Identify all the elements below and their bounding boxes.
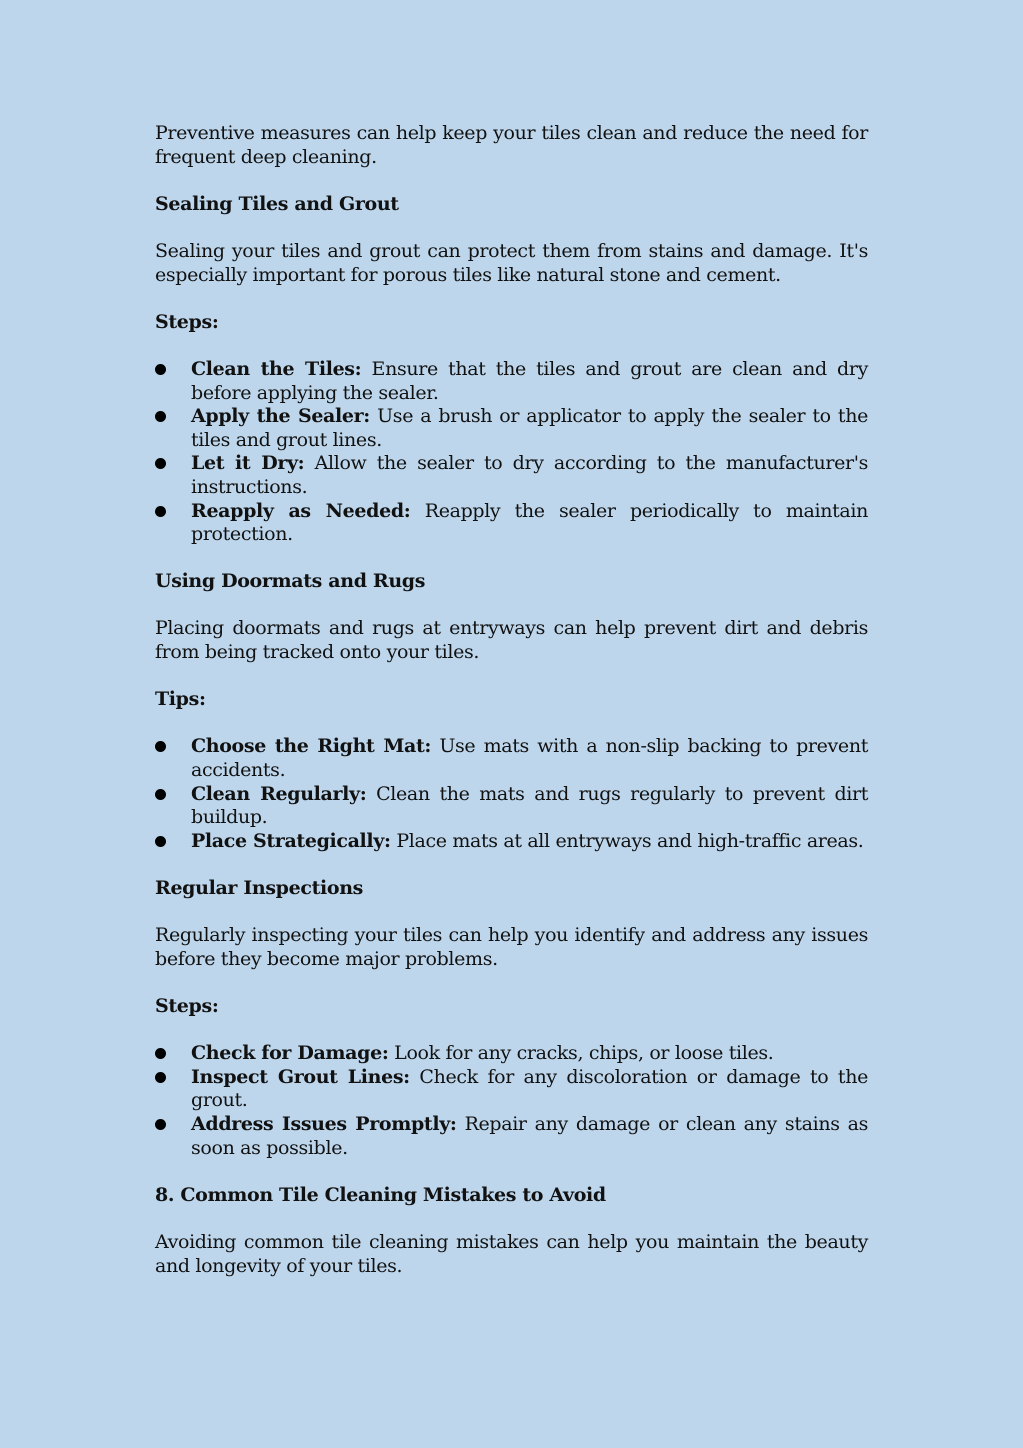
section-heading-sealing: Sealing Tiles and Grout — [155, 192, 399, 215]
sealing-steps-list — [155, 358, 868, 547]
bullet-icon — [155, 789, 166, 800]
list-item-text: Use mats with a non-slip backing to prevent accidents. — [191, 735, 868, 782]
section-heading-mistakes: 8. Common Tile Cleaning Mistakes to Avoid — [155, 1183, 606, 1206]
bullet-icon — [155, 1119, 166, 1130]
list-item — [155, 735, 868, 782]
list-item-term: Inspect Grout Lines: — [191, 1065, 410, 1088]
list-item-text: Reapply the sealer periodically to maintain protection. — [191, 499, 869, 546]
list-item-term: Choose the Right Mat: — [191, 735, 432, 758]
list-item-term: Place Strategically: — [191, 829, 391, 852]
inspections-steps-list — [155, 1042, 868, 1160]
list-item-term: Let it Dry: — [191, 452, 305, 475]
list-item — [155, 500, 868, 547]
bullet-icon — [155, 1048, 166, 1059]
list-item-term: Address Issues Promptly: — [191, 1112, 457, 1135]
list-item-term: Clean Regularly: — [191, 782, 367, 805]
inspections-paragraph: Regularly inspecting your tiles can help you identify and address any issues before they become major problems. — [155, 924, 868, 970]
bullet-icon — [155, 411, 166, 422]
list-item-text: Check for any discoloration or damage to the grout. — [191, 1065, 868, 1112]
bullet-icon — [155, 364, 166, 375]
bullet-icon — [155, 506, 166, 517]
section-heading-doormats: Using Doormats and Rugs — [155, 570, 426, 593]
list-item-text: Use a brush or applicator to apply the sealer to the tiles and grout lines. — [191, 405, 868, 451]
list-item-text: Look for any cracks, chips, or loose tiles. — [388, 1042, 774, 1065]
list-item — [155, 830, 868, 854]
list-item-text: Repair any damage or clean any stains as soon as possible. — [191, 1112, 868, 1159]
list-item-text: Allow the sealer to dry according to the manufacturer's instructions. — [191, 452, 869, 498]
bullet-icon — [155, 836, 166, 847]
doormats-tips-list — [155, 735, 868, 853]
bullet-icon — [155, 1072, 166, 1083]
section-heading-inspections: Regular Inspections — [155, 877, 364, 899]
bullet-icon — [155, 741, 166, 752]
list-item — [155, 358, 868, 405]
list-item-text: Ensure that the tiles and grout are clean and dry before applying the sealer. — [191, 357, 868, 404]
list-item-text: Clean the mats and rugs regularly to prevent dirt buildup. — [191, 782, 868, 829]
sealing-paragraph: Sealing your tiles and grout can protect them from stains and damage. It's especially important for porous tiles like natural stone and cement. — [155, 239, 868, 286]
list-item — [155, 405, 868, 452]
list-item — [155, 452, 868, 499]
mistakes-paragraph: Avoiding common tile cleaning mistakes can help you maintain the beauty and longevity of your tiles. — [155, 1230, 868, 1277]
inspections-steps-label: Steps: — [155, 994, 219, 1017]
sealing-steps-label: Steps: — [155, 310, 219, 333]
list-item-term: Reapply as Needed: — [191, 499, 411, 522]
document-page — [155, 122, 868, 1302]
list-item — [155, 783, 868, 830]
intro-paragraph: Preventive measures can help keep your tiles clean and reduce the need for frequent deep cleaning. — [155, 122, 868, 168]
list-item-term: Clean the Tiles: — [191, 357, 362, 380]
list-item — [155, 1042, 868, 1066]
list-item — [155, 1113, 868, 1160]
doormats-paragraph: Placing doormats and rugs at entryways can help prevent dirt and debris from being tracked onto your tiles. — [155, 617, 868, 664]
list-item-term: Check for Damage: — [191, 1042, 389, 1065]
list-item — [155, 1066, 868, 1113]
bullet-icon — [155, 458, 166, 469]
list-item-text: Place mats at all entryways and high-traffic areas. — [390, 829, 864, 852]
doormats-tips-label: Tips: — [155, 688, 206, 711]
list-item-term: Apply the Sealer: — [191, 405, 370, 428]
